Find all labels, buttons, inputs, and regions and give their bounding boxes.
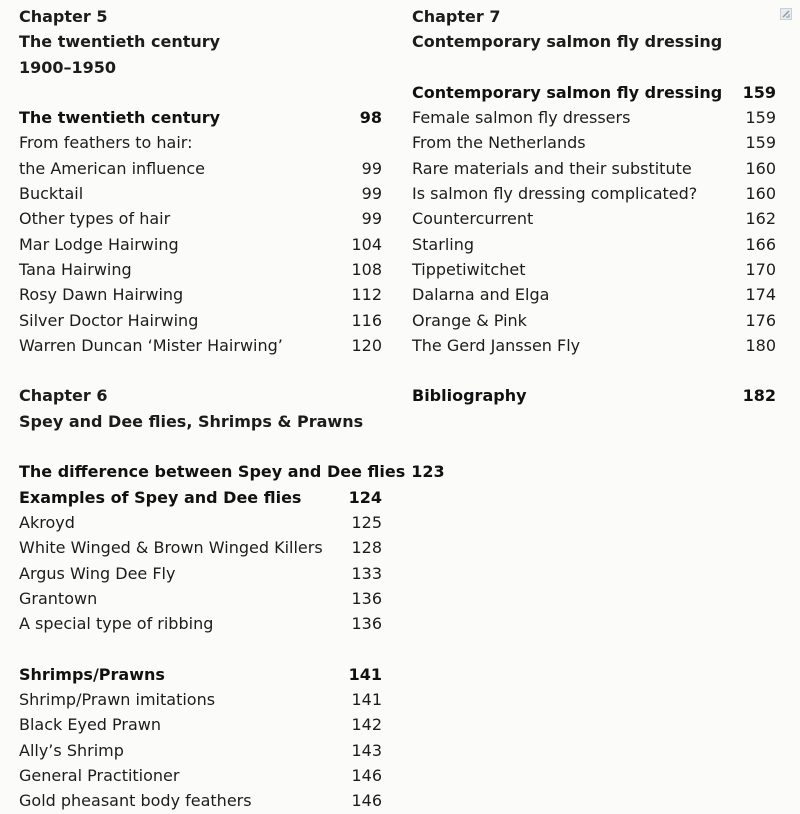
toc-entry[interactable] (19, 763, 382, 788)
toc-entry-title: Shrimp/Prawn imitations (19, 690, 216, 710)
toc-entry-page: 146 (351, 791, 382, 811)
toc-entry-title: Female salmon fly dressers (412, 108, 631, 128)
chapter5-title: The twentieth century (19, 32, 221, 52)
toc-entry[interactable] (412, 308, 776, 333)
toc-entry-title: Silver Doctor Hairwing (19, 310, 199, 330)
toc-entry[interactable] (19, 206, 382, 231)
toc-entry-page (376, 130, 382, 155)
toc-section-heading[interactable] (19, 485, 382, 510)
toc-entry-title: Gold pheasant body feathers (19, 791, 252, 811)
toc-entry-title: From the Netherlands (412, 133, 586, 153)
bibliography-page: 182 (742, 386, 776, 406)
chapter6-title: Spey and Dee flies, Shrimps & Prawns (19, 411, 364, 431)
toc-entry-title: Warren Duncan ‘Mister Hairwing’ (19, 335, 283, 355)
toc-entry-page: 159 (745, 108, 776, 128)
toc-entry-title: Dalarna and Elga (412, 285, 550, 305)
toc-entry[interactable] (412, 156, 776, 181)
toc-entry[interactable] (412, 333, 776, 358)
toc-entry-page: 170 (745, 259, 776, 279)
chapter6-label: Chapter 6 (19, 386, 108, 406)
toc-entry-page: 162 (745, 209, 776, 229)
toc-entry-title: A special type of ribbing (19, 614, 214, 634)
toc-entry-page: 142 (351, 715, 382, 735)
toc-entry-title: Ally’s Shrimp (19, 740, 124, 760)
bibliography-title: Bibliography (412, 386, 527, 406)
toc-entry-title: Rare materials and their substitute (412, 158, 692, 178)
toc-entry-page: 141 (351, 690, 382, 710)
toc-entry-title: Contemporary salmon fly dressing (412, 82, 723, 102)
toc-section-heading[interactable] (19, 662, 382, 687)
toc-entry[interactable] (412, 282, 776, 307)
toc-entry[interactable] (412, 257, 776, 282)
toc-entry-page: 108 (351, 259, 382, 279)
bibliography-row[interactable] (412, 383, 776, 408)
toc-entry-page: 146 (351, 765, 382, 785)
toc-entry-page: 141 (348, 664, 382, 684)
toc-entry-page: 160 (745, 158, 776, 178)
toc-entry-page: 133 (351, 563, 382, 583)
toc-entry[interactable] (19, 611, 382, 636)
toc-entry[interactable] (19, 738, 382, 763)
toc-entry-page: 180 (745, 335, 776, 355)
toc-entry[interactable] (19, 788, 382, 813)
toc-entry-title: The Gerd Janssen Fly (412, 335, 581, 355)
toc-entry[interactable] (19, 257, 382, 282)
toc-entry[interactable] (412, 105, 776, 130)
toc-entry-title: Tippetiwitchet (412, 259, 526, 279)
toc-entry-title: Grantown (19, 588, 98, 608)
toc-entry-page: 136 (351, 614, 382, 634)
toc-entry[interactable] (412, 130, 776, 155)
toc-entry[interactable] (19, 535, 382, 560)
toc-entry-title: Orange & Pink (412, 310, 527, 330)
toc-entry[interactable] (19, 510, 382, 535)
toc-entry-title: Mar Lodge Hairwing (19, 234, 179, 254)
chapter5-label: Chapter 5 (19, 7, 108, 26)
toc-entry-title: Starling (412, 234, 474, 254)
toc-entry-title: Rosy Dawn Hairwing (19, 285, 184, 305)
toc-entry-page: 160 (745, 184, 776, 204)
toc-entry-title: From feathers to hair: (19, 133, 193, 153)
toc-entry-page: 159 (742, 82, 776, 102)
toc-section-heading[interactable] (19, 105, 382, 130)
toc-section-heading[interactable] (19, 459, 445, 484)
toc-entry[interactable] (19, 130, 382, 155)
toc-entry[interactable] (19, 586, 382, 611)
toc-entry[interactable] (412, 206, 776, 231)
toc-entry[interactable] (19, 712, 382, 737)
toc-entry-title: Akroyd (19, 512, 75, 532)
toc-entry-page: 112 (351, 285, 382, 305)
edit-corner-icon (780, 8, 792, 20)
toc-entry-page: 104 (351, 234, 382, 254)
toc-entry[interactable] (19, 561, 382, 586)
toc-entry-title: Other types of hair (19, 209, 171, 229)
toc-entry-page: 159 (745, 133, 776, 153)
toc-entry-title: Countercurrent (412, 209, 534, 229)
toc-entry[interactable] (412, 181, 776, 206)
toc-entry-page: 174 (745, 285, 776, 305)
chapter5-toc-list (19, 105, 382, 358)
toc-entry-page: 125 (351, 512, 382, 532)
toc-entry-title: The twentieth century (19, 108, 221, 128)
right-column (412, 4, 776, 409)
toc-entry[interactable] (412, 232, 776, 257)
toc-entry-title: Examples of Spey and Dee flies (19, 487, 302, 507)
toc-entry-page: 98 (359, 108, 382, 128)
toc-entry-page: 120 (351, 335, 382, 355)
chapter7-toc-list (412, 80, 776, 358)
chapter7-title: Contemporary salmon fly dressing (412, 32, 723, 52)
toc-entry-page: 99 (361, 209, 382, 229)
toc-entry-page: 176 (745, 310, 776, 330)
toc-entry-title: Shrimps/Prawns (19, 664, 165, 684)
toc-entry[interactable] (19, 308, 382, 333)
toc-entry[interactable] (19, 282, 382, 307)
toc-entry-title: The difference between Spey and Dee flies (19, 462, 406, 482)
toc-entry-title: Tana Hairwing (19, 259, 132, 279)
toc-entry-title: Bucktail (19, 184, 84, 204)
toc-entry[interactable] (19, 333, 382, 358)
toc-entry-page: 166 (745, 234, 776, 254)
toc-entry-title: General Practitioner (19, 765, 180, 785)
toc-entry-page: 136 (351, 588, 382, 608)
chapter7-label: Chapter 7 (412, 7, 501, 26)
toc-entry-title: Argus Wing Dee Fly (19, 563, 176, 583)
toc-entry[interactable] (19, 156, 382, 181)
toc-entry[interactable] (19, 687, 382, 712)
toc-entry-page: 123 (411, 462, 445, 482)
toc-entry-page: 128 (351, 538, 382, 558)
toc-entry-page: 143 (351, 740, 382, 760)
toc-entry-title: Is salmon fly dressing complicated? (412, 184, 698, 204)
toc-entry-page: 99 (361, 184, 382, 204)
toc-section-heading[interactable] (412, 80, 776, 105)
toc-entry[interactable] (19, 181, 382, 206)
toc-entry-page: 124 (348, 487, 382, 507)
toc-entry-title: the American influence (19, 158, 205, 178)
chapter5-years: 1900–1950 (19, 57, 117, 77)
toc-entry-title: White Winged & Brown Winged Killers (19, 538, 323, 558)
toc-entry-page: 116 (351, 310, 382, 330)
toc-entry[interactable] (19, 232, 382, 257)
chapter6-toc-list (19, 459, 445, 813)
toc-entry-title: Black Eyed Prawn (19, 715, 162, 735)
toc-entry-page: 99 (361, 158, 382, 178)
